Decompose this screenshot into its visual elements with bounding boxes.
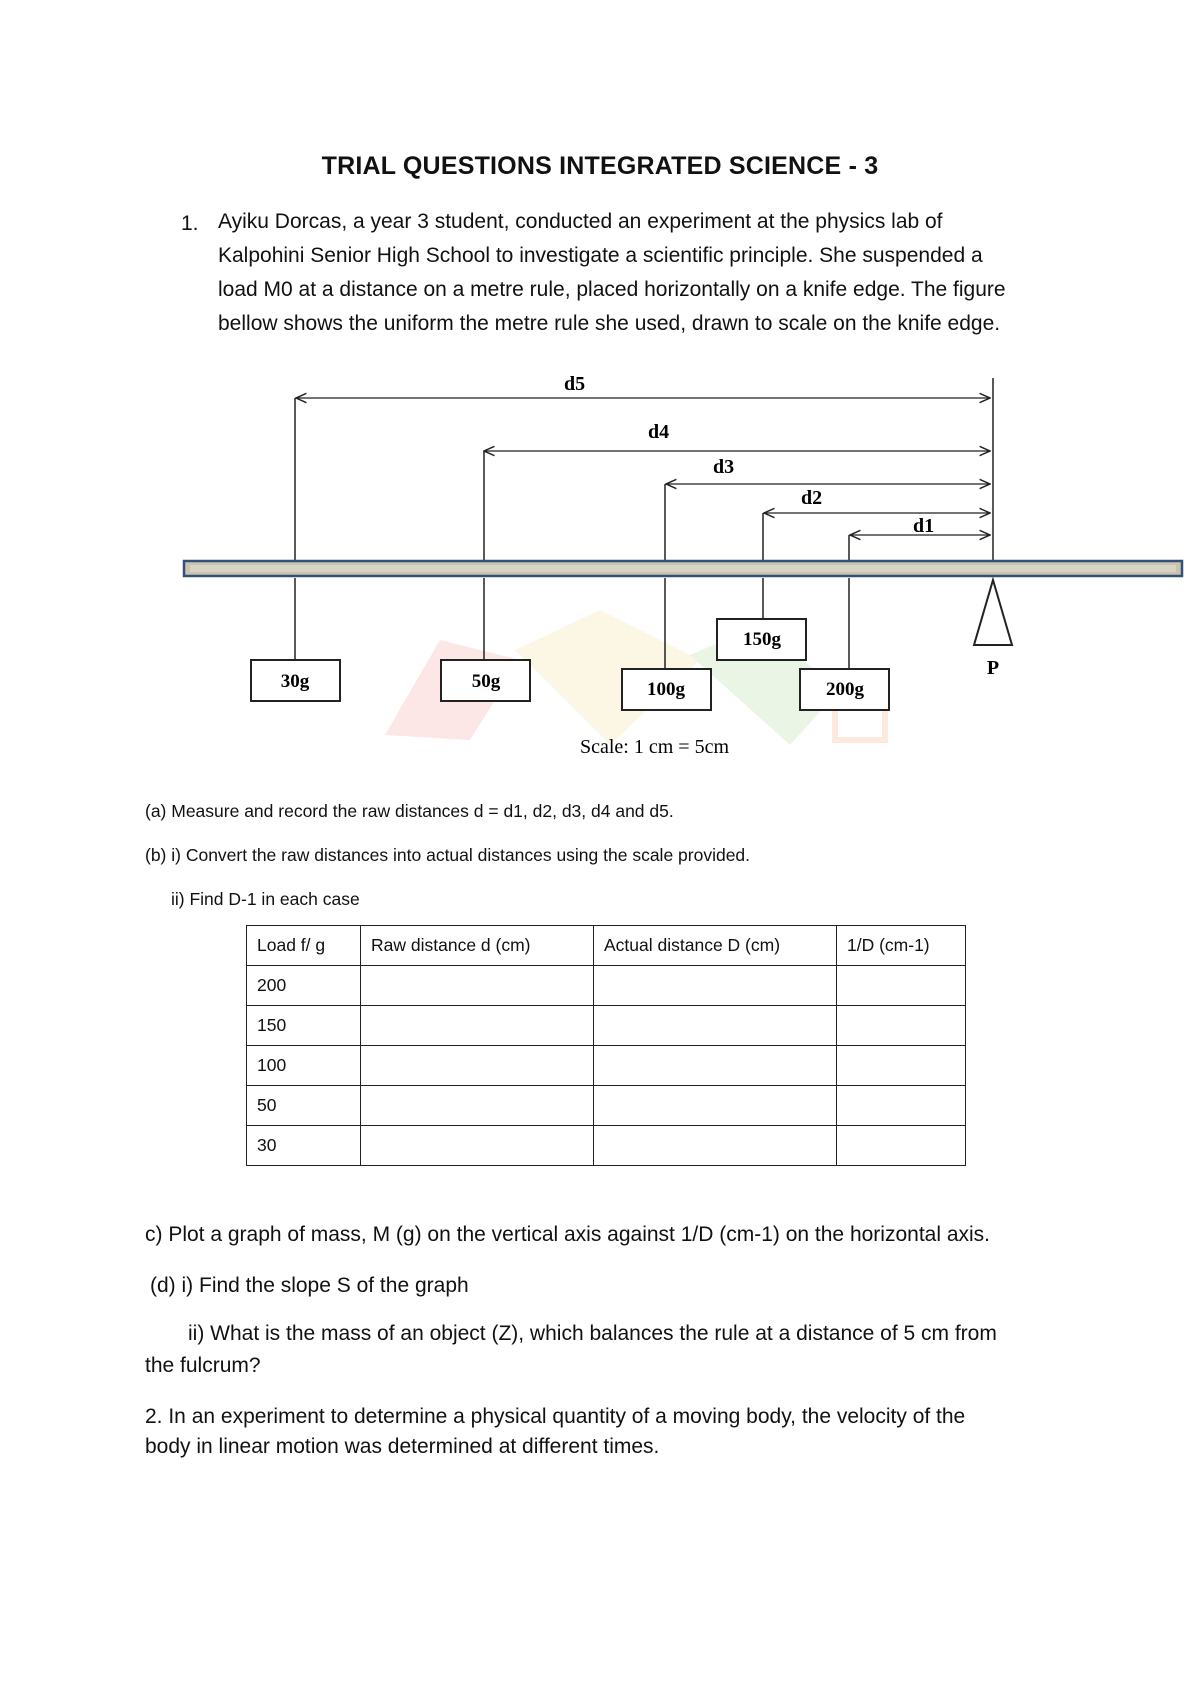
question-d-ii-cont: the fulcrum? (145, 1354, 261, 1377)
question-2-cont: body in linear motion was determined at different times. (145, 1435, 660, 1458)
question-1-line: bellow shows the uniform the metre rule she used, drawn to scale on the knife edge. (218, 312, 1001, 335)
results-table (246, 925, 966, 1166)
question-1-line: Kalpohini Senior High School to investigate a scientific principle. She suspended a (218, 244, 983, 267)
table-cell: 150 (247, 1006, 361, 1046)
mass-label: 100g (647, 679, 685, 700)
table-cell: 50 (247, 1086, 361, 1126)
mass-label: 200g (826, 679, 864, 700)
table-cell (361, 1046, 594, 1086)
question-1-line: load M0 at a distance on a metre rule, placed horizontally on a knife edge. The figure (218, 278, 1006, 301)
table-cell (837, 1086, 966, 1126)
table-cell (594, 1086, 837, 1126)
part-b-ii: ii) Find D-1 in each case (171, 889, 360, 909)
table-cell (837, 1046, 966, 1086)
part-b-i: (b) i) Convert the raw distances into actual distances using the scale provided. (145, 845, 751, 865)
table-cell (594, 1046, 837, 1086)
table-header: Actual distance D (cm) (594, 926, 837, 966)
d3-label: d3 (713, 456, 735, 478)
table-row (247, 1086, 966, 1126)
question-1-number: 1. (181, 212, 199, 235)
table-cell (361, 1086, 594, 1126)
metre-rule-figure (0, 0, 1200, 780)
table-row (247, 966, 966, 1006)
table-cell (361, 966, 594, 1006)
table-cell (837, 1006, 966, 1046)
question-2: 2. In an experiment to determine a physical quantity of a moving body, the velocity of the (145, 1405, 966, 1428)
table-header: 1/D (cm-1) (837, 926, 966, 966)
part-a: (a) Measure and record the raw distances d = d1, d2, d3, d4 and d5. (145, 801, 674, 821)
mass-label: 30g (280, 671, 310, 692)
table-row (247, 1126, 966, 1166)
table-cell: 100 (247, 1046, 361, 1086)
table-header-row (247, 926, 966, 966)
d4-label: d4 (648, 421, 670, 443)
table-cell (361, 1006, 594, 1046)
table-cell (594, 1126, 837, 1166)
question-d-ii: ii) What is the mass of an object (Z), which balances the rule at a distance of 5 cm from (188, 1322, 997, 1345)
d1-label: d1 (913, 515, 935, 537)
question-1-line: Ayiku Dorcas, a year 3 student, conducted an experiment at the physics lab of (218, 210, 943, 233)
table-cell (594, 1006, 837, 1046)
table-header: Raw distance d (cm) (361, 926, 594, 966)
mass-label: 50g (471, 671, 501, 692)
page-title: TRIAL QUESTIONS INTEGRATED SCIENCE - 3 (321, 152, 879, 180)
table-cell: 200 (247, 966, 361, 1006)
table-cell: 30 (247, 1126, 361, 1166)
table-cell (594, 966, 837, 1006)
table-row (247, 1006, 966, 1046)
table-cell (837, 1126, 966, 1166)
scale-text: Scale: 1 cm = 5cm (580, 736, 730, 758)
d5-label: d5 (564, 373, 586, 395)
pivot-label: P (986, 657, 1000, 679)
question-c: c) Plot a graph of mass, M (g) on the vertical axis against 1/D (cm-1) on the horizontal axis. (145, 1223, 991, 1246)
knife-edge-icon (974, 580, 1012, 645)
mass-label: 150g (743, 629, 781, 650)
question-d-i: (d) i) Find the slope S of the graph (150, 1274, 469, 1297)
table-row (247, 1046, 966, 1086)
table-header: Load f/ g (247, 926, 361, 966)
d2-label: d2 (801, 487, 823, 509)
table-cell (837, 966, 966, 1006)
table-cell (361, 1126, 594, 1166)
